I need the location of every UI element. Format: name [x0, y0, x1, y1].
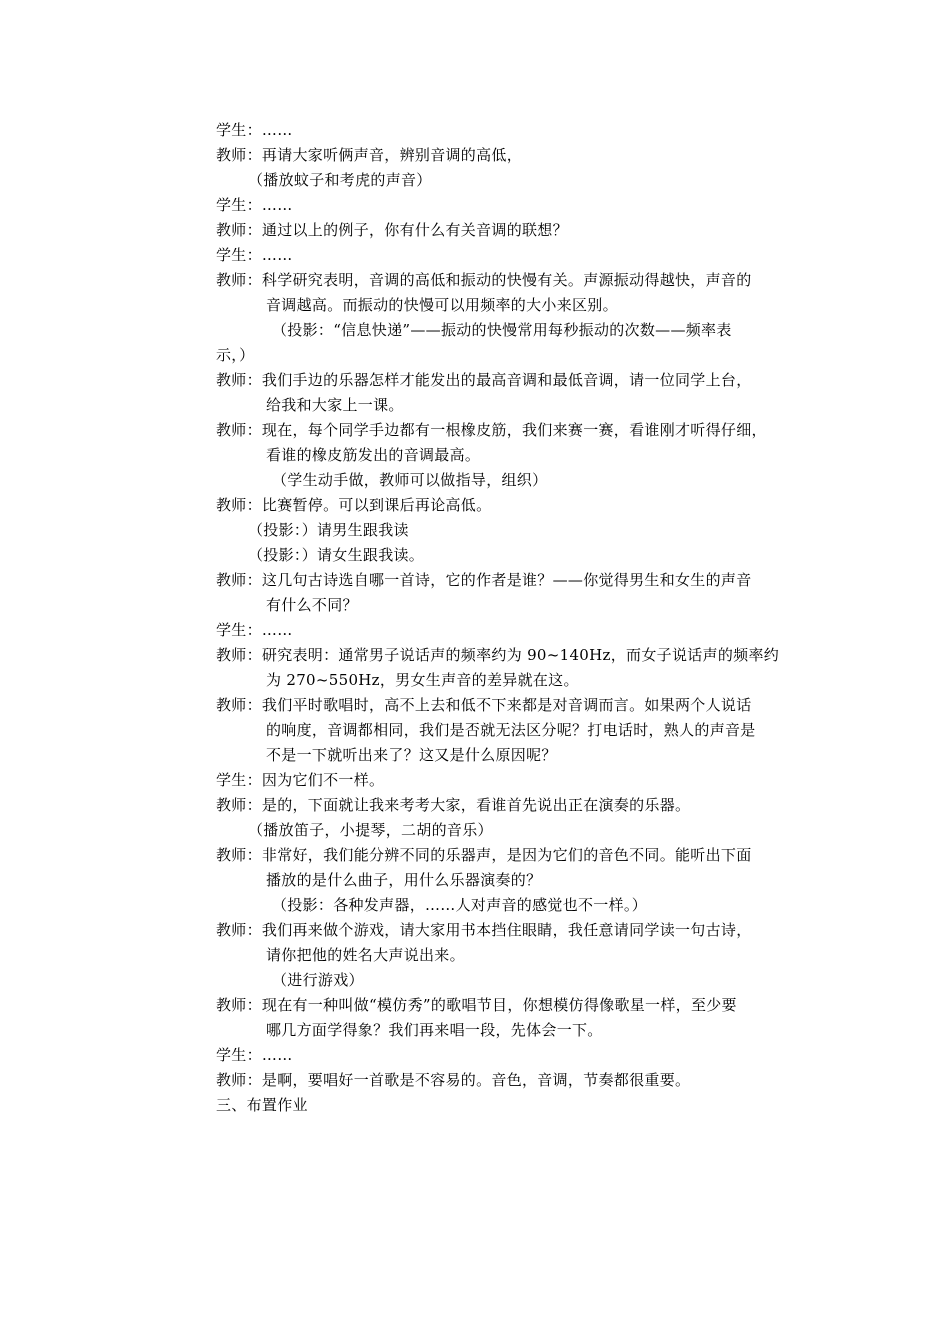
dialogue-line: 学生：…… [216, 246, 293, 264]
dialogue-continuation: 有什么不同？ [266, 596, 358, 614]
projection-note: （投影：“信息快递”——振动的快慢常用每秒振动的次数——频率表 [272, 321, 732, 339]
dialogue-line: 教师：我们再来做个游戏，请大家用书本挡住眼睛，我任意请同学读一句古诗， [216, 921, 752, 939]
dialogue-line: 教师：是啊，要唱好一首歌是不容易的。音色，音调，节奏都很重要。 [216, 1071, 691, 1089]
dialogue-line: 教师：非常好，我们能分辨不同的乐器声，是因为它们的音色不同。能听出下面 [216, 846, 752, 864]
section-heading: 三、布置作业 [216, 1096, 308, 1114]
dialogue-continuation: 为 270~550Hz，男女生声音的差异就在这。 [266, 671, 579, 689]
dialogue-line: 教师：现在，每个同学手边都有一根橡皮筋，我们来赛一赛，看谁刚才听得仔细， [216, 421, 767, 439]
dialogue-continuation: 音调越高。而振动的快慢可以用频率的大小来区别。 [266, 296, 618, 314]
dialogue-continuation: 不是一下就听出来了？这又是什么原因呢？ [266, 746, 557, 764]
dialogue-line: 教师：我们平时歌唱时，高不上去和低不下来都是对音调而言。如果两个人说话 [216, 696, 752, 714]
dialogue-line: 教师：研究表明：通常男子说话声的频率约为 90~140Hz，而女子说话声的频率约 [216, 646, 780, 664]
stage-direction: （进行游戏） [272, 971, 364, 989]
dialogue-line: 学生：…… [216, 1046, 293, 1064]
dialogue-line: 教师：我们手边的乐器怎样才能发出的最高音调和最低音调，请一位同学上台， [216, 371, 752, 389]
document-body [216, 118, 816, 1118]
stage-direction: （学生动手做，教师可以做指导，组织） [272, 471, 548, 489]
stage-direction: （播放蚊子和考虎的声音） [248, 171, 432, 189]
dialogue-line: 教师：通过以上的例子，你有什么有关音调的联想？ [216, 221, 568, 239]
dialogue-line: 学生：…… [216, 196, 293, 214]
dialogue-continuation: 看谁的橡皮筋发出的音调最高。 [266, 446, 481, 464]
projection-note: （投影：各种发声器，……人对声音的感觉也不一样。） [272, 896, 648, 914]
projection-note-continuation: 示，） [216, 346, 255, 364]
dialogue-continuation: 播放的是什么曲子，用什么乐器演奏的？ [266, 871, 542, 889]
dialogue-line: 教师：现在有一种叫做“模仿秀”的歌唱节目，你想模仿得像歌星一样，至少要 [216, 996, 737, 1014]
dialogue-line: 学生：因为它们不一样。 [216, 771, 385, 789]
dialogue-line: 教师：这几句古诗选自哪一首诗，它的作者是谁？——你觉得男生和女生的声音 [216, 571, 752, 589]
dialogue-continuation: 哪几方面学得象？我们再来唱一段，先体会一下。 [266, 1021, 603, 1039]
stage-direction: （播放笛子，小提琴，二胡的音乐） [248, 821, 493, 839]
dialogue-continuation: 请你把他的姓名大声说出来。 [266, 946, 465, 964]
dialogue-continuation: 的响度，音调都相同，我们是否就无法区分呢？打电话时，熟人的声音是 [266, 721, 756, 739]
dialogue-line: 学生：…… [216, 621, 293, 639]
projection-note: （投影：）请女生跟我读。 [248, 546, 425, 564]
projection-note: （投影：）请男生跟我读 [248, 521, 409, 539]
dialogue-continuation: 给我和大家上一课。 [266, 396, 404, 414]
dialogue-line: 教师：比赛暂停。可以到课后再论高低。 [216, 496, 492, 514]
dialogue-line: 教师：是的，下面就让我来考考大家，看谁首先说出正在演奏的乐器。 [216, 796, 691, 814]
dialogue-line: 教师：再请大家听俩声音，辨别音调的高低， [216, 146, 523, 164]
dialogue-line: 教师：科学研究表明，音调的高低和振动的快慢有关。声源振动得越快，声音的 [216, 271, 752, 289]
dialogue-line: 学生：…… [216, 121, 293, 139]
